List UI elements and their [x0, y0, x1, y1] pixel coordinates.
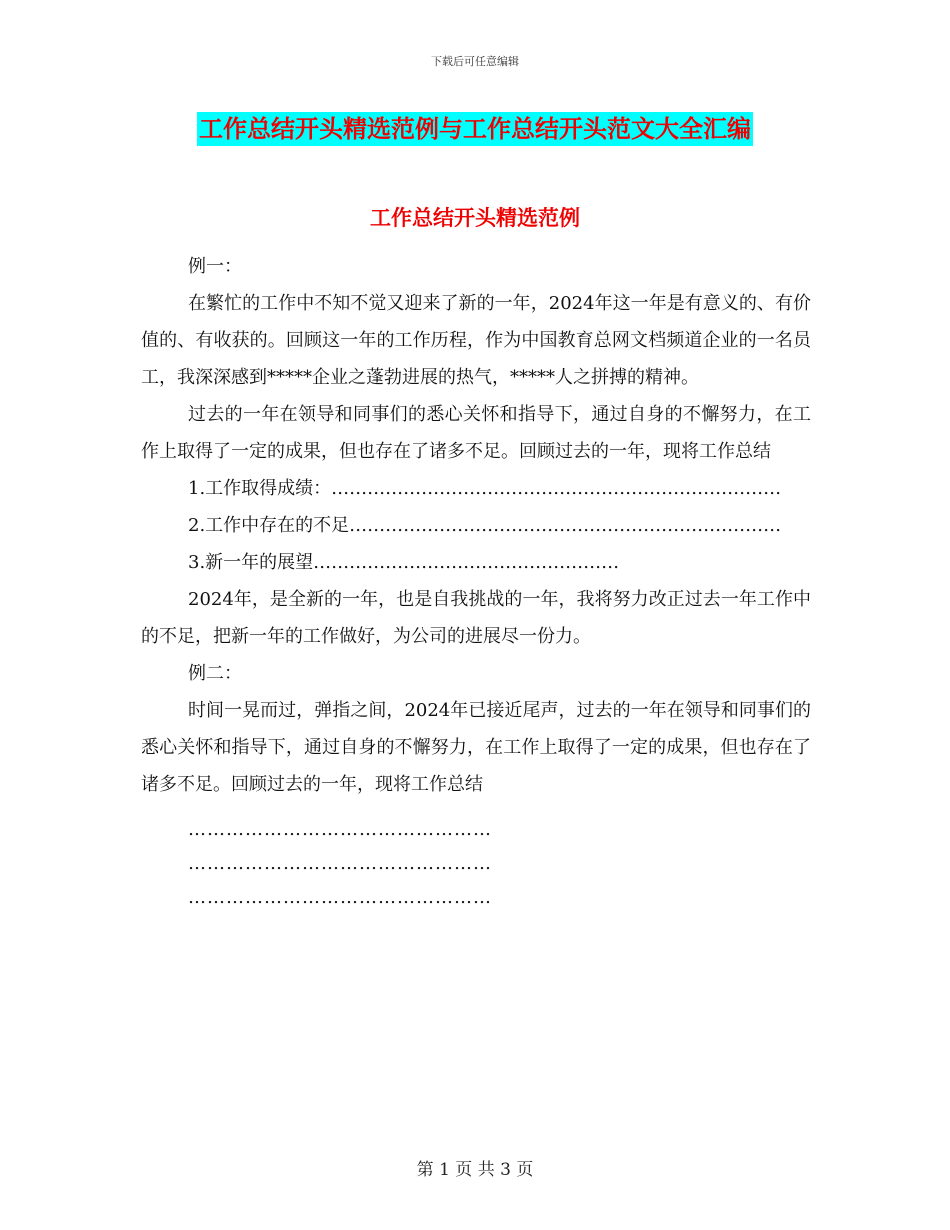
paragraph: 时间一晃而过，弹指之间，2024年已接近尾声，过去的一年在领导和同事们的悉心关怀和指导下，通过自身的不懈努力，在工作上取得了一定的成果，但也存在了诸多不足。回顾过去的一年，现将工作总结 — [141, 700, 811, 795]
paragraph: 过去的一年在领导和同事们的悉心关怀和指导下，通过自身的不懈努力，在工作上取得了一定的成果，但也存在了诸多不足。回顾过去的一年，现将工作总结 — [141, 404, 811, 462]
paragraph-example-1-label: 例一： — [188, 256, 242, 277]
main-title-container — [0, 112, 950, 146]
main-title: 工作总结开头精选范例与工作总结开头范文大全汇编 — [197, 112, 753, 146]
document-body — [141, 248, 811, 915]
placeholder-dots: ………………………………………… — [188, 887, 492, 908]
paragraph: 2024年，是全新的一年，也是自我挑战的一年，我将努力改正过去一年工作中的不足，把新一年的工作做好，为公司的进展尽一份力。 — [141, 589, 811, 647]
page-footer: 第 1 页 共 3 页 — [416, 1160, 534, 1180]
list-item-shortcomings: 2.工作中存在的不足……………………………………………………………… — [188, 515, 782, 536]
placeholder-dots: ………………………………………… — [188, 853, 492, 874]
list-item-achievements: 1.工作取得成绩：………………………………………………………………… — [188, 478, 782, 499]
paragraph: 在繁忙的工作中不知不觉又迎来了新的一年，2024年这一年是有意义的、有价值的、有收获的。回顾这一年的工作历程，作为中国教育总网文档频道企业的一名员工，我深深感到*****企业之蓬勃进展的热气，*****人之拼搏的精神。 — [141, 293, 811, 388]
list-item-outlook: 3.新一年的展望…………………………………………… — [188, 552, 620, 573]
section-title: 工作总结开头精选范例 — [370, 206, 580, 230]
header-note: 下载后可任意编辑 — [431, 55, 519, 68]
placeholder-dots: ………………………………………… — [188, 819, 492, 840]
paragraph-example-2-label: 例二： — [188, 663, 242, 684]
